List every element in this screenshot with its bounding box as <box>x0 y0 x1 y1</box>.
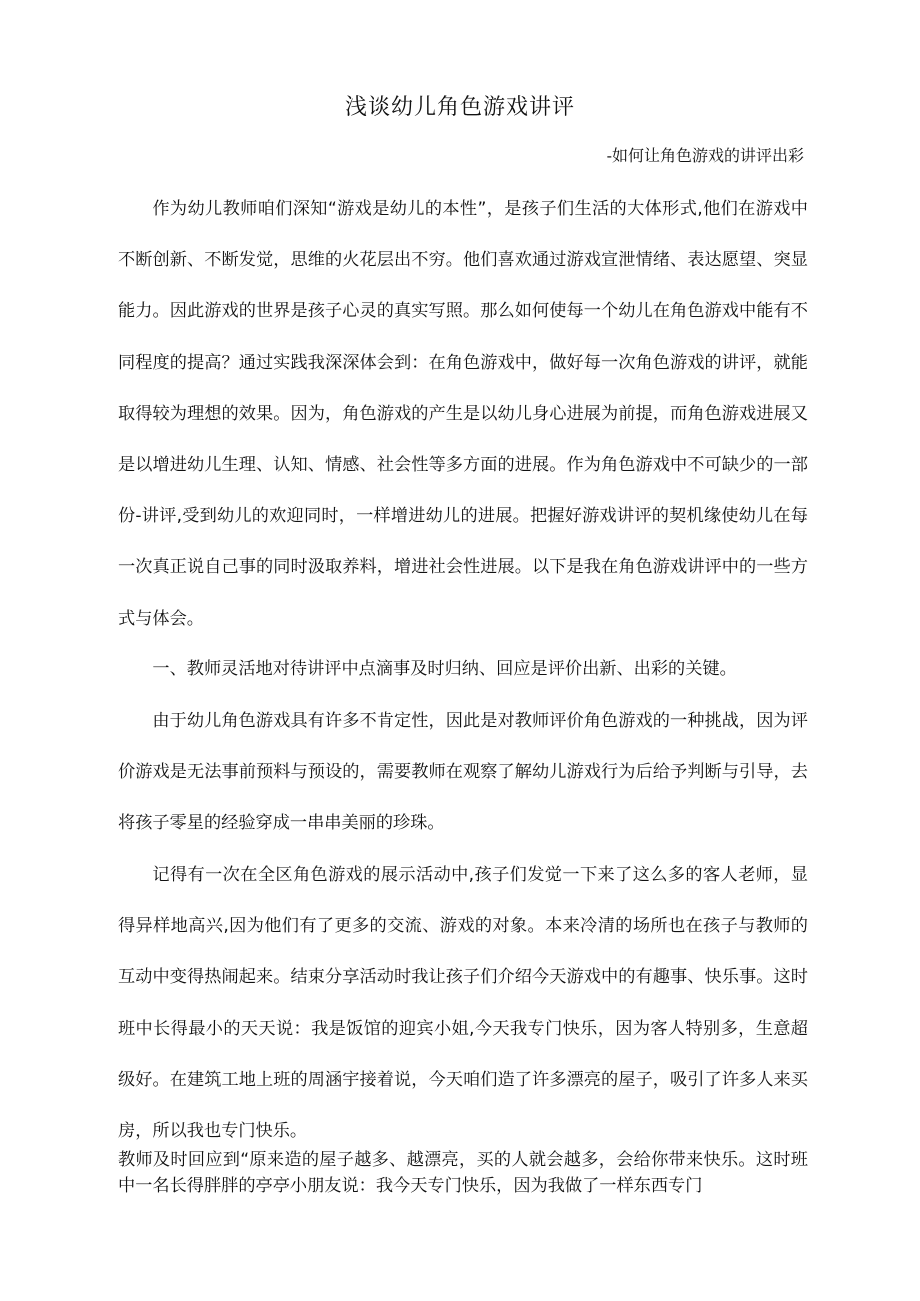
paragraph-response: 教师及时回应到“原来造的屋子越多、越漂亮，买的人就会越多，会给你带来快乐。这时班中一名长得胖胖的亭亭小朋友说：我今天专门快乐，因为我做了一样东西专门 <box>118 1150 808 1196</box>
document-subtitle: -如何让角色游戏的讲评出彩 <box>606 146 804 165</box>
paragraph-example: 记得有一次在全区角色游戏的展示活动中,孩子们发觉一下来了这么多的客人老师，显得异样地高兴,因为他们有了更多的交流、游戏的对象。本来冷清的场所也在孩子与教师的互动中变得热闹起来。结束分享活动时我让孩子们介绍今天游戏中的有趣事、快乐事。这时班中长得最小的天天说：我是饭馆的迎宾小姐,今天我专门快乐，因为客人特别多，生意超级好。在建筑工地上班的周涵宇接着说，今天咱们造了许多漂亮的屋子，吸引了许多人来买房，所以我也专门快乐。 <box>118 865 808 1142</box>
paragraph-intro: 作为幼儿教师咱们深知“游戏是幼儿的本性”，是孩子们生活的大体形式,他们在游戏中不断创新、不断发觉，思维的火花层出不穷。他们喜欢通过游戏宣泄情绪、表达愿望、突显能力。因此游戏的世界是孩子心灵的真实写照。那么如何使每一个幼儿在角色游戏中能有不同程度的提高？通过实践我深深体会到：在角色游戏中，做好每一次角色游戏的讲评，就能取得较为理想的效果。因为，角色游戏的产生是以幼儿身心进展为前提，而角色游戏进展又是以增进幼儿生理、认知、情感、社会性等多方面的进展。作为角色游戏中不可缺少的一部份-讲评,受到幼儿的欢迎同时，一样增进幼儿的进展。把握好游戏讲评的契机缘使幼儿在每一次真正说自己事的同时汲取养料，增进社会性进展。以下是我在角色游戏讲评中的一些方式与体会。 <box>118 199 808 629</box>
document-title: 浅谈幼儿角色游戏讲评 <box>344 95 575 120</box>
paragraph-evaluation: 由于幼儿角色游戏具有许多不肯定性，因此是对教师评价角色游戏的一种挑战，因为评价游戏是无法事前预料与预设的，需要教师在观察了解幼儿游戏行为后给予判断与引导，去将孩子零星的经验穿成一串串美丽的珍珠。 <box>118 711 808 834</box>
paragraph-section-heading: 一、教师灵活地对待讲评中点滴事及时归纳、回应是评价出新、出彩的关键。 <box>152 659 737 679</box>
